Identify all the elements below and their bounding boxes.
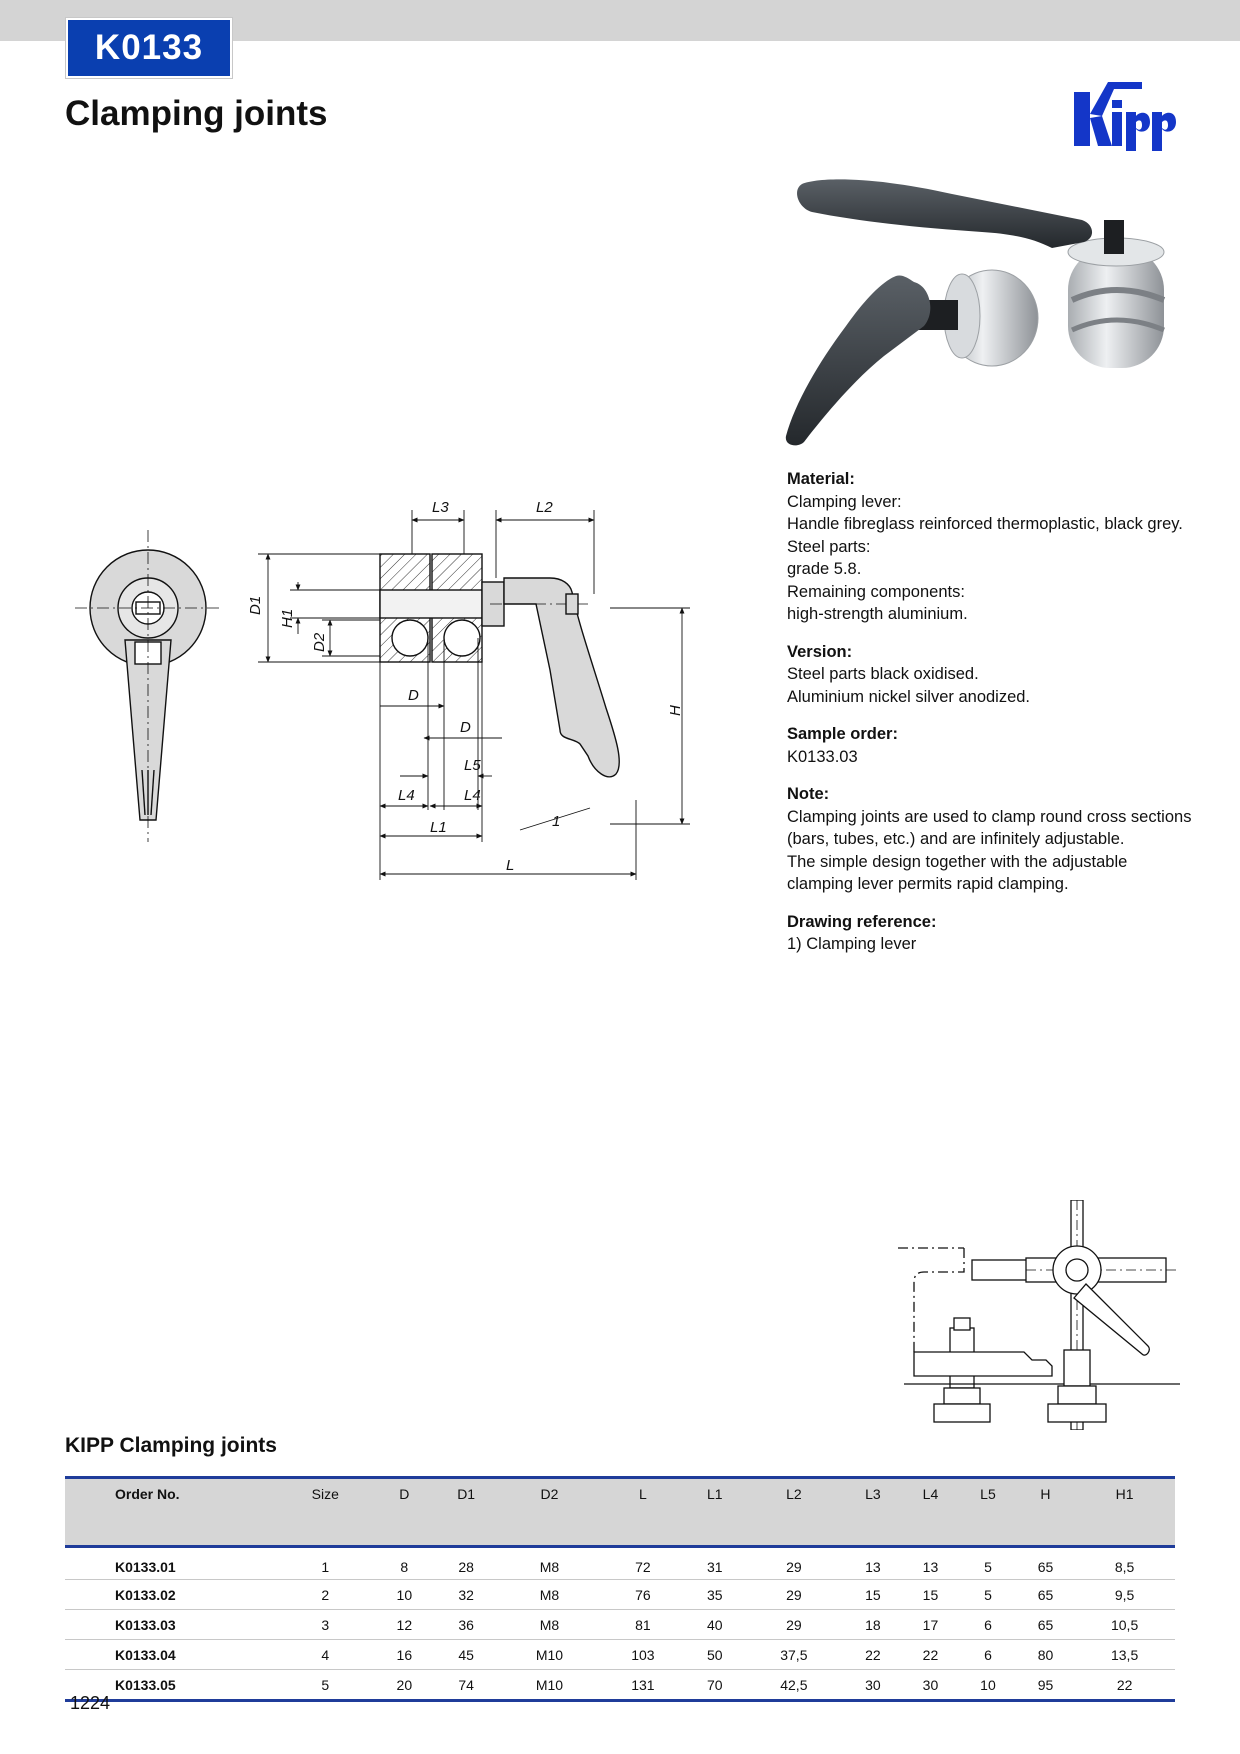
drawing-reference-heading: Drawing reference: (787, 912, 937, 931)
table-cell: 5 (275, 1670, 376, 1701)
material-line: grade 5.8. (787, 560, 862, 578)
order-number-cell: K0133.05 (65, 1670, 275, 1701)
table-cell: 22 (844, 1640, 902, 1670)
dimensions-table (65, 1476, 1175, 1702)
table-cell: 131 (600, 1670, 686, 1701)
order-number-cell: K0133.01 (65, 1547, 275, 1580)
table-cell: 17 (902, 1610, 960, 1640)
table-row (65, 1547, 1175, 1580)
table-cell: 30 (902, 1670, 960, 1701)
dim-label-l5: L5 (464, 757, 481, 774)
column-header: Order No. (65, 1478, 275, 1547)
drawing-reference-section (787, 911, 1207, 956)
table-cell: 29 (744, 1547, 845, 1580)
table-cell: 42,5 (744, 1670, 845, 1701)
dim-label-h: H (667, 705, 684, 716)
table-cell: M10 (499, 1670, 600, 1701)
table-cell: 65 (1017, 1580, 1075, 1610)
sample-order-heading: Sample order: (787, 725, 898, 743)
version-section (787, 641, 1207, 709)
order-number-cell: K0133.02 (65, 1580, 275, 1610)
column-header: H1 (1074, 1478, 1175, 1547)
table-cell: 9,5 (1074, 1580, 1175, 1610)
table-cell: 10 (376, 1580, 434, 1610)
table-cell: 74 (433, 1670, 499, 1701)
table-row (65, 1610, 1175, 1640)
table-cell: 81 (600, 1610, 686, 1640)
dim-label-l4-right: L4 (464, 787, 481, 804)
dim-label-l1: L1 (430, 819, 447, 836)
table-cell: 13 (902, 1547, 960, 1580)
table-cell: 10,5 (1074, 1610, 1175, 1640)
sample-order-section (787, 723, 1207, 768)
table-cell: 18 (844, 1610, 902, 1640)
kipp-logo-icon (1072, 74, 1188, 158)
dim-label-d-lower: D (460, 719, 471, 736)
table-cell: 5 (959, 1547, 1017, 1580)
table-row (65, 1580, 1175, 1610)
note-line: clamping lever permits rapid clamping. (787, 875, 1069, 893)
table-cell: 36 (433, 1610, 499, 1640)
table-cell: 13,5 (1074, 1640, 1175, 1670)
table-cell: 8,5 (1074, 1547, 1175, 1580)
table-cell: 10 (959, 1670, 1017, 1701)
table-cell: 50 (686, 1640, 744, 1670)
ref-label-1: 1 (552, 813, 561, 830)
drawing-reference-line: 1) Clamping lever (787, 935, 917, 953)
order-number-cell: K0133.03 (65, 1610, 275, 1640)
technical-drawing (70, 470, 720, 890)
material-line: high-strength aluminium. (787, 605, 968, 623)
table-cell: 30 (844, 1670, 902, 1701)
material-heading: Material: (787, 470, 855, 488)
table-cell: M8 (499, 1610, 600, 1640)
table-cell: 31 (686, 1547, 744, 1580)
table-cell: 13 (844, 1547, 902, 1580)
product-photo (782, 170, 1178, 448)
table-cell: 72 (600, 1547, 686, 1580)
table-cell: 16 (376, 1640, 434, 1670)
table-cell: 40 (686, 1610, 744, 1640)
table-cell: 5 (959, 1580, 1017, 1610)
application-drawing (890, 1200, 1185, 1430)
table-cell: 2 (275, 1580, 376, 1610)
table-cell: 28 (433, 1547, 499, 1580)
note-heading: Note: (787, 785, 830, 803)
order-number-cell: K0133.04 (65, 1640, 275, 1670)
note-line: The simple design together with the adjustable (787, 852, 1128, 871)
table-cell: 76 (600, 1580, 686, 1610)
column-header: L2 (744, 1478, 845, 1547)
table-cell: 65 (1017, 1547, 1075, 1580)
table-cell: 29 (744, 1580, 845, 1610)
version-heading: Version: (787, 642, 853, 661)
table-cell: 20 (376, 1670, 434, 1701)
dim-label-h1: H1 (279, 608, 296, 628)
table-cell: 8 (376, 1547, 434, 1580)
dim-label-l: L (506, 857, 515, 874)
dim-label-l2: L2 (536, 499, 553, 516)
table-header-row (65, 1478, 1175, 1547)
version-line: Aluminium nickel silver anodized. (787, 687, 1031, 706)
table-cell: 70 (686, 1670, 744, 1701)
table-cell: 4 (275, 1640, 376, 1670)
dim-label-d1: D1 (247, 595, 264, 615)
page-number: 1224 (70, 1693, 111, 1713)
table-cell: M8 (499, 1580, 600, 1610)
table-row (65, 1640, 1175, 1670)
table-cell: M8 (499, 1547, 600, 1580)
table-title: KIPP Clamping joints (65, 1434, 277, 1457)
material-line: Handle fibreglass reinforced thermoplastic, black grey. (787, 515, 1183, 533)
column-header: D (376, 1478, 434, 1547)
material-line: Remaining components: (787, 582, 965, 601)
table-row (65, 1670, 1175, 1701)
column-header: L4 (902, 1478, 960, 1547)
material-line: Clamping lever: (787, 492, 902, 511)
table-cell: 3 (275, 1610, 376, 1640)
table-cell: 6 (959, 1640, 1017, 1670)
column-header: D2 (499, 1478, 600, 1547)
note-line: (bars, tubes, etc.) and are infinitely adjustable. (787, 830, 1125, 848)
sample-order-line: K0133.03 (787, 747, 858, 766)
table-cell: M10 (499, 1640, 600, 1670)
note-line: Clamping joints are used to clamp round cross sections (787, 807, 1192, 826)
column-header: D1 (433, 1478, 499, 1547)
table-cell: 22 (902, 1640, 960, 1670)
dim-label-l3: L3 (432, 499, 449, 516)
table-cell: 12 (376, 1610, 434, 1640)
column-header: Size (275, 1478, 376, 1547)
column-header: L1 (686, 1478, 744, 1547)
table-cell: 45 (433, 1640, 499, 1670)
table-cell: 15 (902, 1580, 960, 1610)
table-cell: 65 (1017, 1610, 1075, 1640)
dim-label-d-upper: D (408, 687, 419, 704)
table-cell: 37,5 (744, 1640, 845, 1670)
dim-label-d2: D2 (311, 632, 328, 652)
table-cell: 103 (600, 1640, 686, 1670)
table-cell: 32 (433, 1580, 499, 1610)
column-header: L (600, 1478, 686, 1547)
column-header: H (1017, 1478, 1075, 1547)
dim-label-l4-left: L4 (398, 787, 415, 804)
table-cell: 35 (686, 1580, 744, 1610)
column-header: L3 (844, 1478, 902, 1547)
specifications (787, 468, 1207, 971)
table-cell: 95 (1017, 1670, 1075, 1701)
version-line: Steel parts black oxidised. (787, 665, 979, 683)
table-cell: 80 (1017, 1640, 1075, 1670)
column-header: L5 (959, 1478, 1017, 1547)
page-title: Clamping joints (65, 94, 328, 133)
material-section (787, 468, 1207, 626)
table-cell: 1 (275, 1547, 376, 1580)
table-cell: 22 (1074, 1670, 1175, 1701)
table-cell: 15 (844, 1580, 902, 1610)
table-cell: 6 (959, 1610, 1017, 1640)
material-line: Steel parts: (787, 537, 871, 556)
note-section (787, 783, 1207, 896)
product-code-badge: K0133 (66, 18, 232, 78)
table-cell: 29 (744, 1610, 845, 1640)
